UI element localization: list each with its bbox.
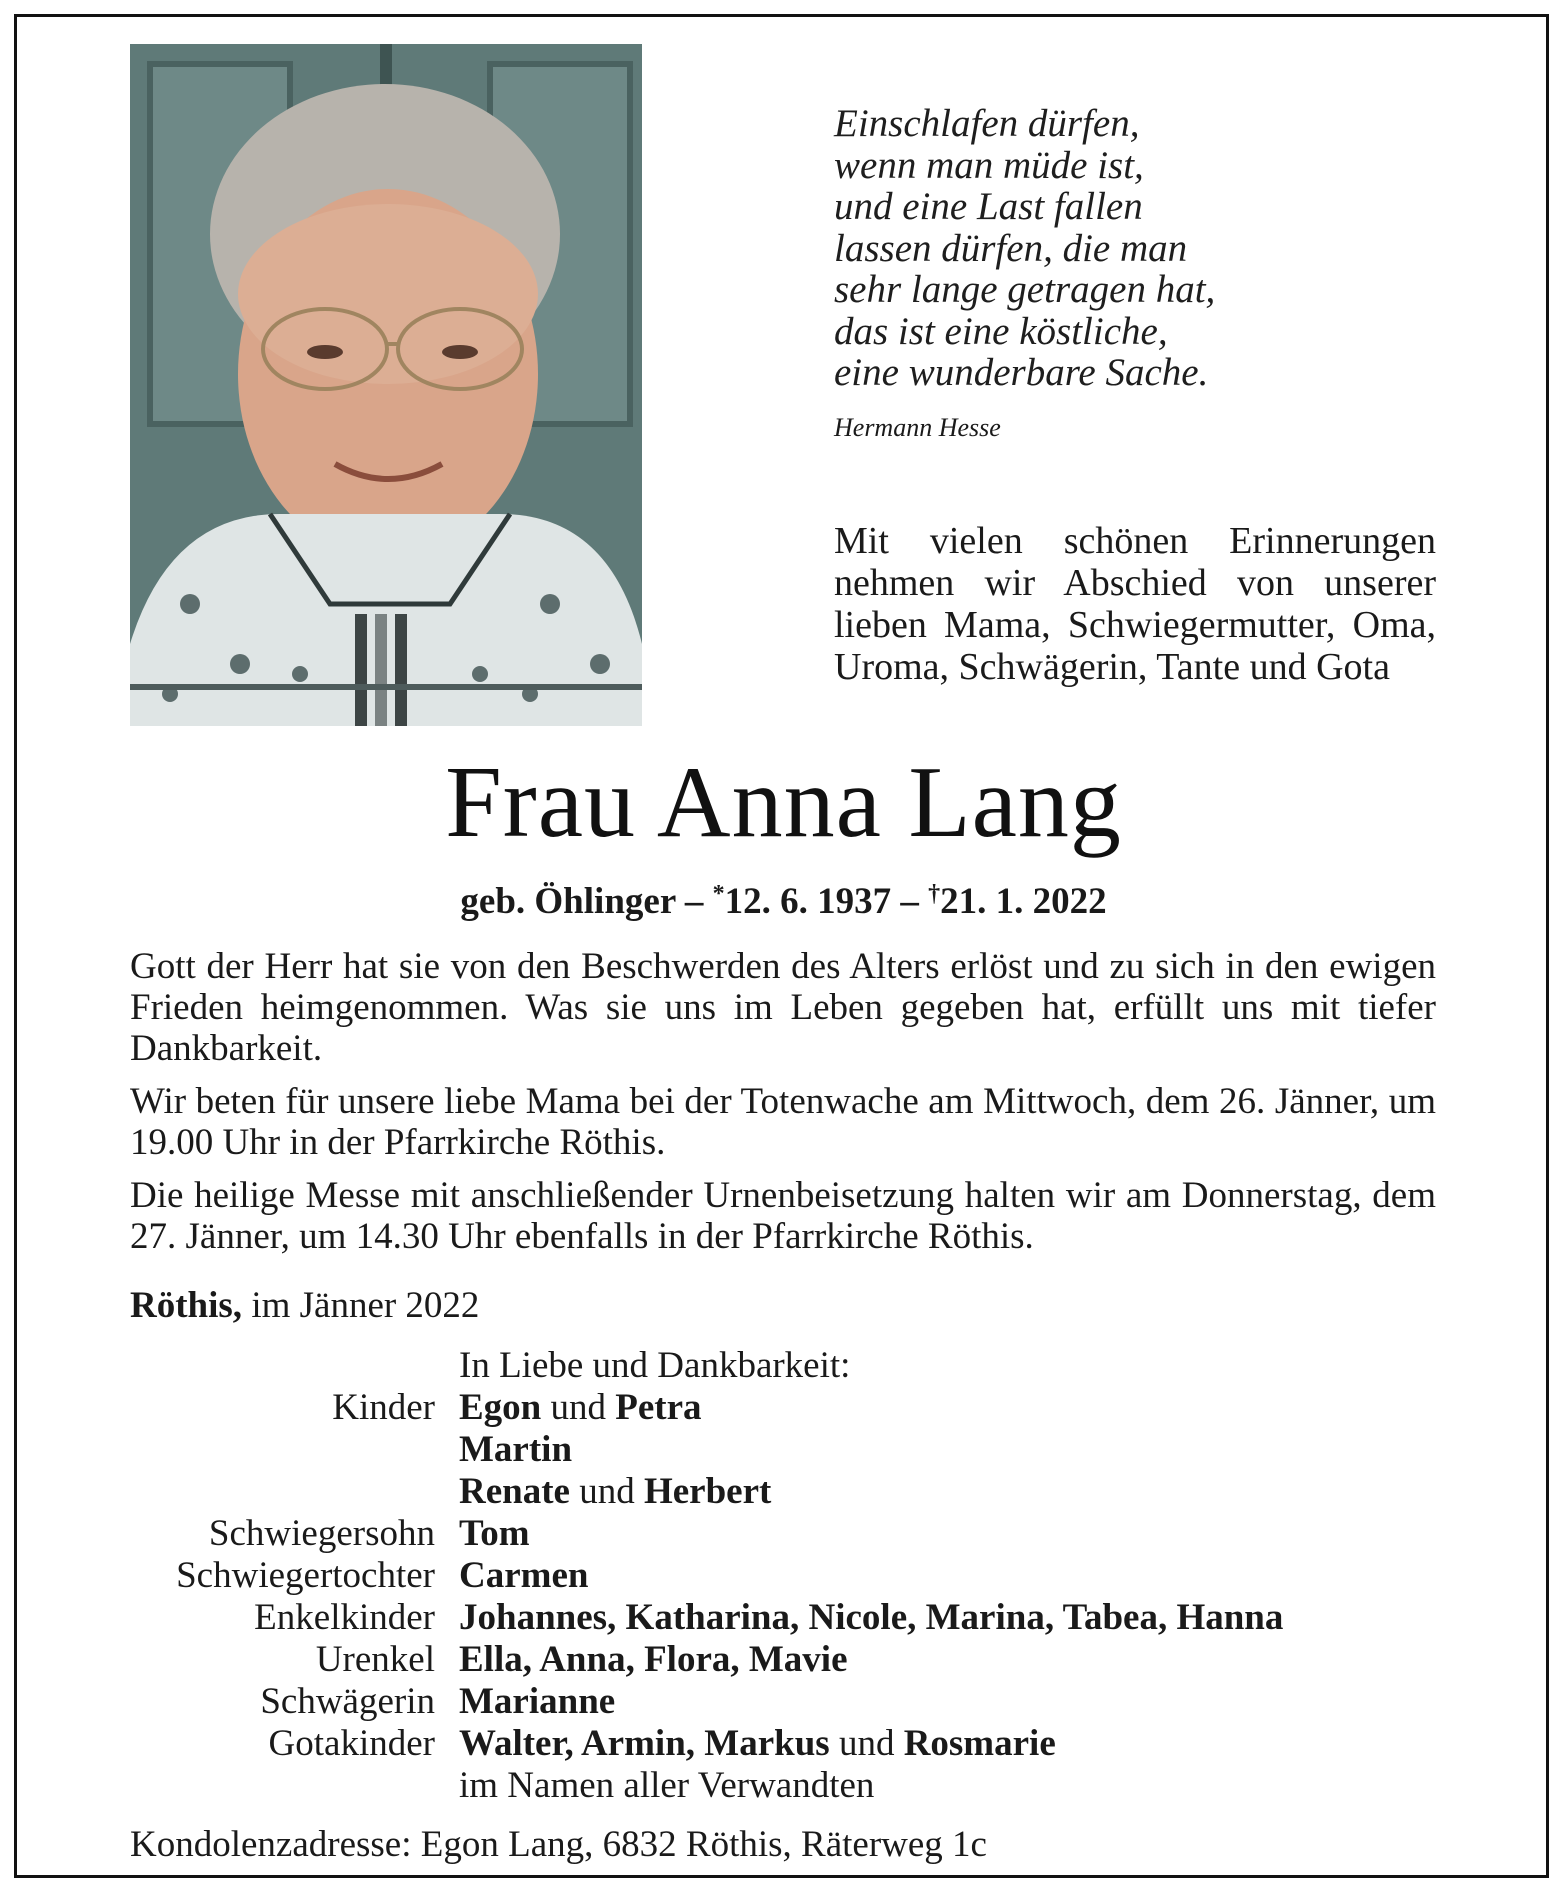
- death-cross-icon: †: [928, 881, 941, 907]
- paragraph: Die heilige Messe mit anschließender Urnenbeisetzung halten wir am Donnerstag, dem 27. Jänner, um 14.30 Uhr ebenfalls in der Pfarrkirche Röthis.: [130, 1175, 1436, 1257]
- quote-line: Einschlafen dürfen,: [834, 102, 1140, 145]
- family-role: Gotakinder: [268, 1723, 435, 1764]
- separator: –: [900, 881, 919, 922]
- family-row: [130, 1387, 1460, 1429]
- family-name: Marianne: [459, 1681, 616, 1722]
- family-name: Carmen: [459, 1555, 589, 1596]
- family-role: Kinder: [332, 1387, 435, 1428]
- quote-author: Hermann Hesse: [834, 413, 1001, 442]
- family-role: Urenkel: [315, 1639, 435, 1680]
- place-town: Röthis,: [130, 1285, 243, 1326]
- family-role: Schwiegersohn: [208, 1513, 435, 1554]
- family-name: Petra: [615, 1387, 702, 1428]
- quote-line: sehr lange getragen hat,: [834, 268, 1216, 311]
- family-row: [130, 1639, 1460, 1681]
- family-row: [130, 1723, 1460, 1765]
- family-list: [130, 1345, 1460, 1807]
- separator: –: [684, 881, 704, 922]
- family-row: [130, 1597, 1460, 1639]
- family-name: Egon: [459, 1387, 542, 1428]
- quote-line: wenn man müde ist,: [834, 143, 1144, 187]
- quote-line: das ist eine köstliche,: [834, 309, 1168, 353]
- quote-line: lassen dürfen, die man: [834, 226, 1188, 270]
- quote-line: und eine Last fallen: [834, 185, 1143, 228]
- birth-star-icon: *: [712, 881, 725, 907]
- birth-date: 12. 6. 1937: [724, 881, 892, 922]
- portrait-photo: [130, 44, 642, 726]
- family-name: Rosmarie: [903, 1723, 1056, 1764]
- place-month: im Jänner 2022: [251, 1285, 480, 1326]
- deceased-name: Frau Anna Lang: [445, 746, 1122, 859]
- family-role: Schwägerin: [260, 1681, 435, 1722]
- family-role: Enkelkinder: [254, 1597, 435, 1638]
- paragraph: Gott der Herr hat sie von den Beschwerden des Alters erlöst und zu sich in den ewigen Frieden heimgenommen. Was sie uns im Leben gegeben hat, erfüllt uns mit tiefer Dankbarkeit.: [130, 946, 1436, 1069]
- family-name: Renate: [459, 1471, 570, 1512]
- life-dates: [0, 872, 1567, 924]
- family-row: [130, 1429, 1460, 1471]
- place-date: [130, 1285, 479, 1327]
- family-name: Walter, Armin, Markus: [459, 1723, 830, 1764]
- family-role: [130, 1471, 459, 1513]
- family-role: Schwiegertochter: [176, 1555, 435, 1596]
- memorial-quote: [834, 103, 1334, 394]
- condolence-address: Kondolenzadresse: Egon Lang, 6832 Röthis, Räterweg 1c: [130, 1824, 987, 1865]
- family-name: Johannes, Katharina, Nicole, Marina, Tabea, Hanna: [459, 1597, 1284, 1638]
- family-role: [130, 1429, 459, 1471]
- maiden-name: geb. Öhlinger: [460, 881, 676, 922]
- family-header: In Liebe und Dankbarkeit:: [459, 1345, 851, 1386]
- family-name: Herbert: [643, 1471, 772, 1512]
- conjunction: und: [829, 1723, 904, 1764]
- paragraph: Wir beten für unsere liebe Mama bei der Totenwache am Mittwoch, dem 26. Jänner, um 19.00 Uhr in der Pfarrkirche Röthis.: [130, 1081, 1436, 1163]
- family-row: [130, 1471, 1460, 1513]
- family-row: [130, 1555, 1460, 1597]
- family-name: Ella, Anna, Flora, Mavie: [459, 1639, 848, 1680]
- conjunction: und: [541, 1387, 616, 1428]
- family-row: [130, 1681, 1460, 1723]
- farewell-intro: Mit vielen schönen Erinnerungen nehmen wir Abschied von unserer lieben Mama, Schwiegermutter, Oma, Uroma, Schwägerin, Tante und Gota: [834, 520, 1436, 688]
- family-name: Tom: [459, 1513, 530, 1554]
- quote-line: eine wunderbare Sache.: [834, 351, 1209, 394]
- family-name: Martin: [459, 1429, 573, 1470]
- family-footer: im Namen aller Verwandten: [459, 1765, 875, 1806]
- death-date: 21. 1. 2022: [940, 881, 1107, 922]
- conjunction: und: [569, 1471, 644, 1512]
- family-row: [130, 1513, 1460, 1555]
- notice-body: [130, 946, 1436, 1269]
